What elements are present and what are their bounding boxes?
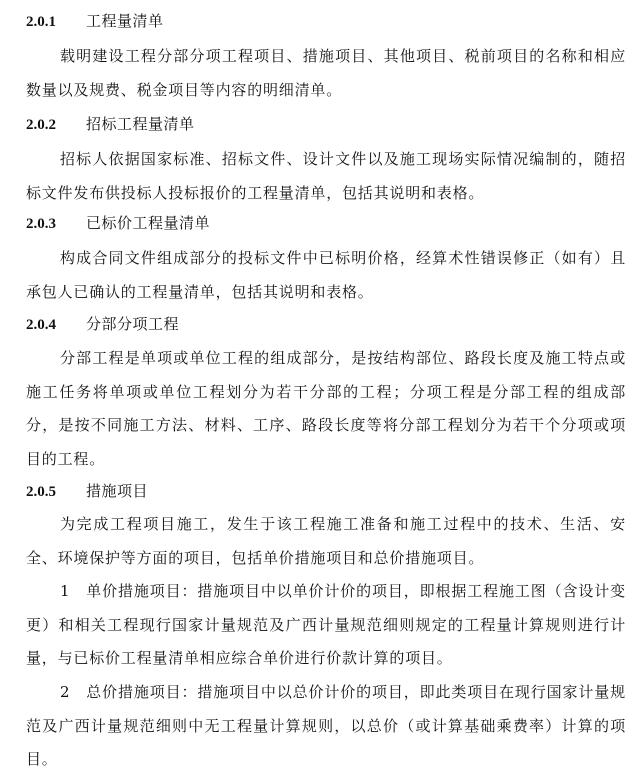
section-paragraph: 分部工程是单项或单位工程的组成部分，是按结构部位、路段长度及施工特点或施工任务将单项或单位工程划分为若干分部的工程；分项工程是分部工程的组成部分，是按不同施工方法、材料、工序、路段长度等将分部工程划分为若干个分项或项目的工程。: [26, 349, 626, 468]
section-list-item-1: 1 单价措施项目：措施项目中以单价计价的项目，即根据工程施工图（含设计变更）和相关工程现行国家计量规范及广西计量规范细则规定的工程量计算规则进行计量，与已标价工程量清单相应综合单价进行价款计算的项目。: [26, 582, 626, 667]
section-paragraph: 招标人依据国家标准、招标文件、设计文件以及施工现场实际情况编制的，随招标文件发布供投标人投标报价的工程量清单，包括其说明和表格。: [26, 150, 626, 202]
section-list-item-2: 2 总价措施项目：措施项目中以总价计价的项目，即此类项目在现行国家计量规范及广西计量规范细则中无工程量计算规则，以总价（或计算基础乘费率）计算的项目。: [26, 683, 626, 768]
section-heading-2-0-3: [26, 212, 210, 234]
section-title: 分部分项工程: [86, 315, 180, 333]
section-number: 2.0.3: [26, 216, 56, 232]
section-title: 已标价工程量清单: [86, 214, 211, 232]
section-heading-2-0-2: [26, 113, 195, 135]
section-number: 2.0.4: [26, 317, 56, 333]
section-number: 2.0.5: [26, 484, 56, 500]
section-number: 2.0.1: [26, 14, 56, 30]
section-heading-2-0-4: [26, 313, 179, 335]
section-title: 招标工程量清单: [86, 115, 195, 133]
section-paragraph: 构成合同文件组成部分的投标文件中已标明价格，经算术性错误修正（如有）且承包人已确认的工程量清单，包括其说明和表格。: [26, 249, 626, 301]
section-paragraph: 为完成工程项目施工，发生于该工程施工准备和施工过程中的技术、生活、安全、环境保护等方面的项目，包括单价措施项目和总价措施项目。: [26, 515, 626, 567]
section-paragraph: 载明建设工程分部分项工程项目、措施项目、其他项目、税前项目的名称和相应数量以及规费、税金项目等内容的明细清单。: [26, 47, 626, 99]
section-heading-2-0-1: [26, 10, 164, 32]
section-title: 工程量清单: [86, 12, 164, 30]
section-heading-2-0-5: [26, 480, 148, 502]
section-title: 措施项目: [86, 482, 149, 500]
section-number: 2.0.2: [26, 117, 56, 133]
